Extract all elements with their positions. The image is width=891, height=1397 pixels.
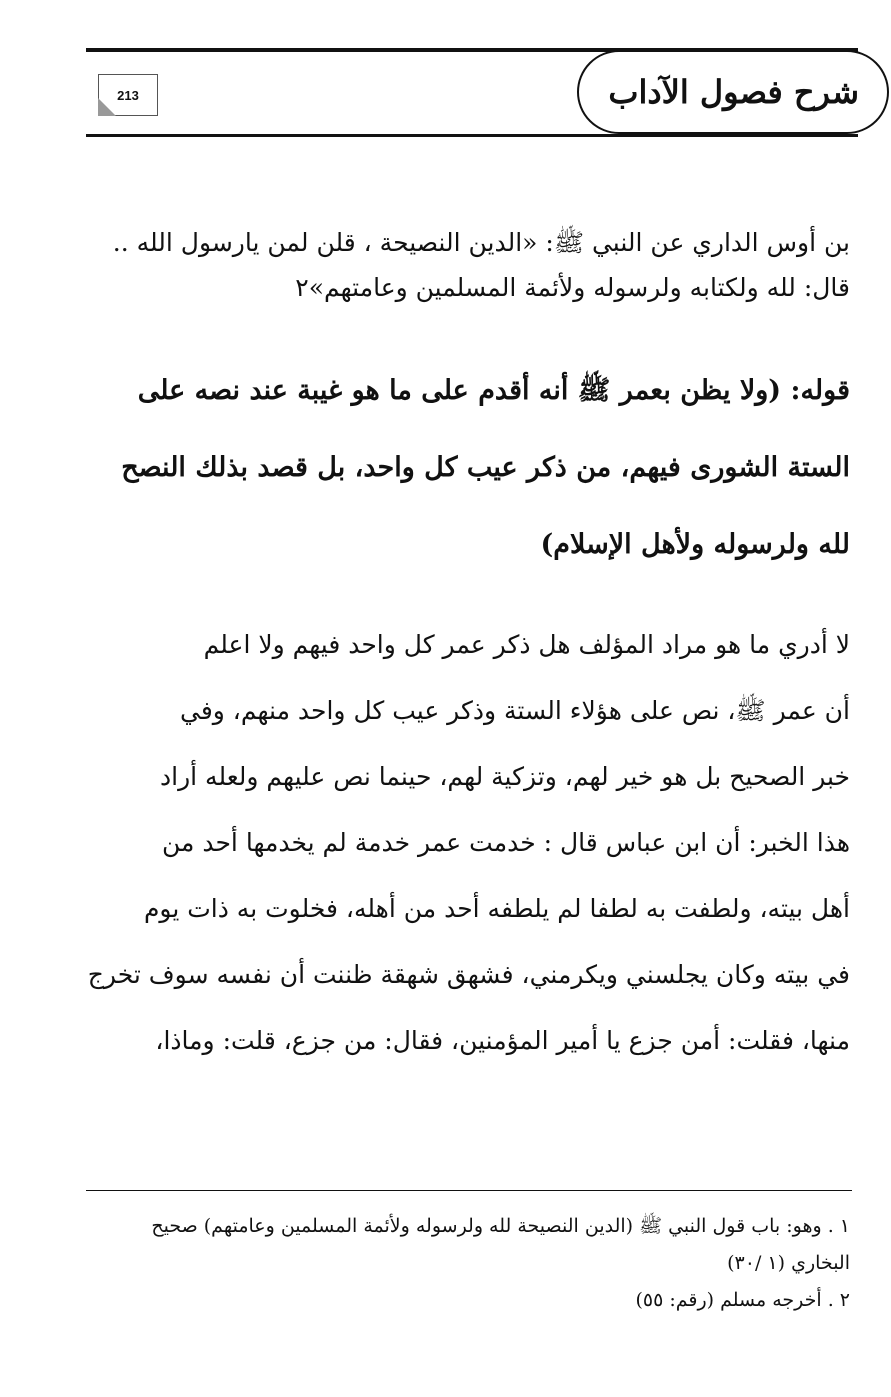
text-line: قوله: (ولا يظن بعمر ﷺ أنه أقدم على ما هو غيبة عند نصه على [137, 375, 850, 406]
paragraph-quoted-text [80, 352, 850, 583]
paragraph-hadith [80, 220, 850, 310]
footnote-line: البخاري (١ /٣٠) [727, 1252, 850, 1274]
text-line: الستة الشورى فيهم، من ذكر عيب كل واحد، بل قصد بذلك النصح [121, 452, 850, 483]
text-line: أن عمر ﷺ، نص على هؤلاء الستة وذكر عيب كل واحد منهم، وفي [179, 696, 850, 725]
running-title: شرح فصول الآداب [608, 73, 859, 111]
text-line: قال: لله ولكتابه ولرسوله ولأئمة المسلمين وعامتهم»٢ [295, 273, 850, 302]
footnote-separator [86, 1190, 852, 1191]
header-rule-thin [86, 134, 858, 137]
footnote-line: ١ . وهو: باب قول النبي ﷺ (الدين النصيحة لله ولرسوله ولأئمة المسلمين وعامتهم) صحيح [151, 1215, 850, 1237]
footnotes [80, 1208, 850, 1319]
text-line: منها، فقلت: أمن جزع يا أمير المؤمنين، فقال: من جزع، قلت: وماذا، [155, 1026, 850, 1055]
text-line: لا أدري ما هو مراد المؤلف هل ذكر عمر كل واحد فيهم ولا اعلم [203, 630, 850, 659]
text-line: هذا الخبر: أن ابن عباس قال : خدمت عمر خدمة لم يخدمها أحد من [161, 828, 850, 857]
text-line: لله ولرسوله ولأهل الإسلام) [540, 529, 850, 560]
text-line: أهل بيته، ولطفت به لطفا لم يلطفه أحد من أهله، فخلوت به ذات يوم [143, 894, 850, 923]
text-line: بن أوس الداري عن النبي ﷺ: «الدين النصيحة ، قلن لمن يارسول الله .. [112, 228, 850, 257]
text-line: خبر الصحيح بل هو خير لهم، وتزكية لهم، حينما نص عليهم ولعله أراد [160, 762, 850, 791]
page-tag-fold-corner [98, 98, 116, 116]
page-number: 213 [117, 87, 139, 103]
text-line: في بيته وكان يجلسني ويكرمني، فشهق شهقة ظننت أن نفسه سوف تخرج [87, 960, 850, 989]
paragraph-commentary [80, 612, 850, 1074]
footnote-line: ٢ . أخرجه مسلم (رقم: ٥٥) [635, 1289, 850, 1311]
running-title-box [577, 50, 889, 134]
